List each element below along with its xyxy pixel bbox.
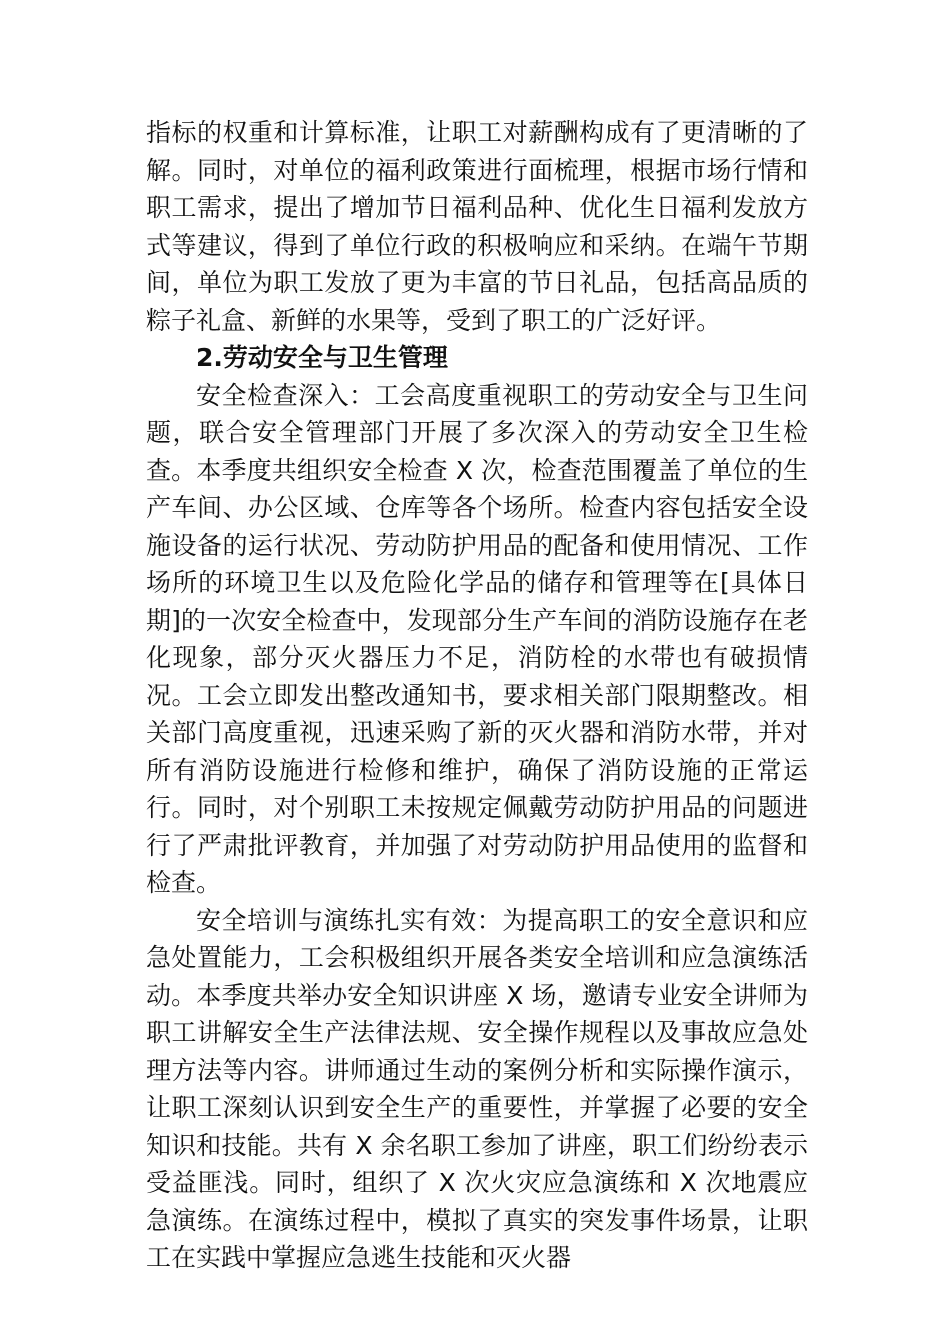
document-page — [146, 114, 808, 1277]
section-heading-labor-safety: 2.劳动安全与卫生管理 — [196, 343, 448, 372]
body-paragraph-salary-welfare: 指标的权重和计算标准，让职工对薪酬构成有了更清晰的了解。同时，对单位的福利政策进行面梳理，根据市场行情和职工需求，提出了增加节日福利品种、优化生日福利发放方式等建议，得到了单位行政的积极响应和采纳。在端午节期间，单位为职工发放了更为丰富的节日礼品，包括高品质的粽子礼盒、新鲜的水果等，受到了职工的广泛好评。 — [146, 118, 808, 335]
body-paragraph-safety-training: 安全培训与演练扎实有效：为提高职工的安全意识和应急处置能力，工会积极组织开展各类安全培训和应急演练活动。本季度共举办安全知识讲座 X 场，邀请专业安全讲师为职工讲解安全生产法律法规、安全操作规程以及事故应急处理方法等内容。讲师通过生动的案例分析和实际操作演示，让职工深刻认识到安全生产的重要性，并掌握了必要的安全知识和技能。共有 X 余名职工参加了讲座，职工们纷纷表示受益匪浅。同时，组织了 X 次火灾应急演练和 X 次地震应急演练。在演练过程中，模拟了真实的突发事件场景，让职工在实践中掌握应急逃生技能和灭火器 — [146, 905, 808, 1272]
body-paragraph-safety-inspection: 安全检查深入：工会高度重视职工的劳动安全与卫生问题，联合安全管理部门开展了多次深入的劳动安全卫生检查。本季度共组织安全检查 X 次，检查范围覆盖了单位的生产车间、办公区域、仓库等各个场所。检查内容包括安全设施设备的运行状况、劳动防护用品的配备和使用情况、工作场所的环境卫生以及危险化学品的储存和管理等在[具体日期]的一次安全检查中，发现部分生产车间的消防设施存在老化现象，部分灭火器压力不足，消防栓的水带也有破损情况。工会立即发出整改通知书，要求相关部门限期整改。相关部门高度重视，迅速采购了新的灭火器和消防水带，并对所有消防设施进行检修和维护，确保了消防设施的正常运行。同时，对个别职工未按规定佩戴劳动防护用品的问题进行了严肃批评教育，并加强了对劳动防护用品使用的监督和检查。 — [146, 380, 808, 897]
